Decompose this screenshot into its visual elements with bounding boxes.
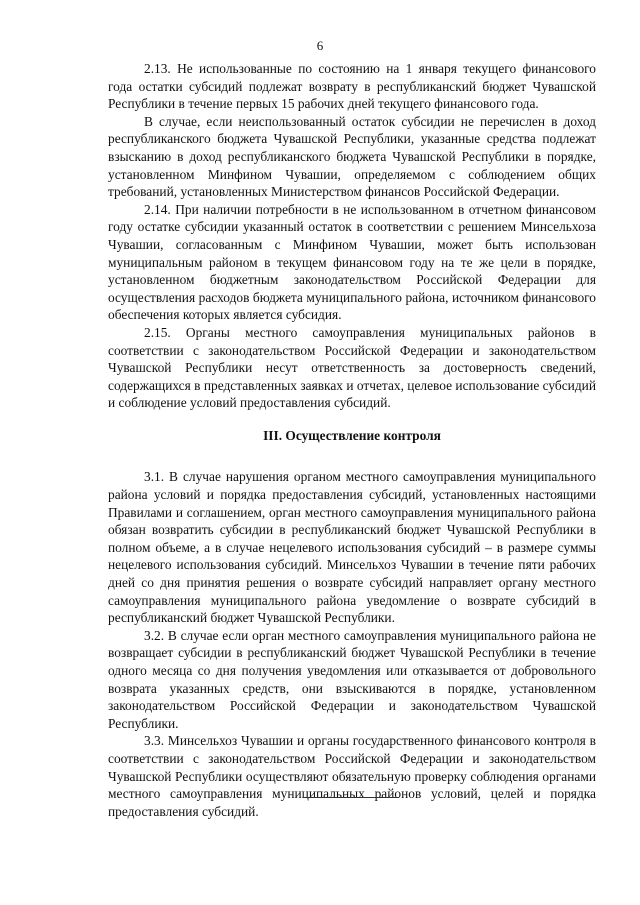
paragraph-2-14: 2.14. При наличии потребности в не использованном в отчетном финансовом году остатке субсидии указанный остаток в соответствии с решением Минсельхоза Чувашии, согласованным с Минфином Чувашии, может быть использован муниципальным районом в текущем финансовом году на те же цели в порядке, установленном бюджетным законодательством Российской Федерации для осуществления расходов бюджета муниципального района, источником финансового обеспечения которых является субсидия. <box>108 201 596 323</box>
page-number: 6 <box>316 38 324 53</box>
paragraph-3-2: 3.2. В случае если орган местного самоуправления муниципального района не возвращает субсидии в республиканский бюджет Чувашской Республики в течение одного месяца со дня получения уведомления или отказывается от добровольного возврата указанных средств, они взыскиваются в порядке, установленном законодательством Российской Федерации и законодательством Чувашской Республики. <box>108 627 596 731</box>
end-of-document-rule <box>303 797 399 798</box>
paragraph-3-3: 3.3. Минсельхоз Чувашии и органы государственного финансового контроля в соответствии с законодательством Российской Федерации и законодательством Чувашской Республики осуществляют обязательную проверку соблюдения органами местного самоуправления муниципальных районов условий, целей и порядка предоставления субсидий. <box>108 733 596 819</box>
paragraph-2-15: 2.15. Органы местного самоуправления муниципальных районов в соответствии с законодательством Российской Федерации и законодательством Чувашской Республики несут ответственность за достоверность сведений, содержащихся в представленных заявках и отчетах, целевое использование субсидий и соблюдение условий предоставления субсидий. <box>108 324 596 411</box>
document-body <box>108 60 596 820</box>
paragraph-2-13: 2.13. Не использованные по состоянию на 1 января текущего финансового года остатки субсидий подлежат возврату в республиканский бюджет Чувашской Республики в течение первых 15 рабочих дней текущего финансового года. <box>108 61 596 112</box>
paragraph-3-1: 3.1. В случае нарушения органом местного самоуправления муниципального района условий и порядка предоставления субсидий, установленных настоящими Правилами и соглашением, орган местного самоуправления муниципального района обязан возвратить субсидии в республиканский бюджет Чувашской Республики в полном объеме, а в случае нецелевого использования субсидий – в размере суммы нецелевого использования субсидий. Минсельхоз Чувашии в течение пяти рабочих дней со дня принятия решения о возврате субсидий направляет органу местного самоуправления муниципального района уведомление о возврате субсидий в республиканский бюджет Чувашской Республики. <box>108 469 596 626</box>
section-heading-control: III. Осуществление контроля <box>263 427 441 443</box>
paragraph-2-13-continuation: В случае, если неиспользованный остаток субсидии не перечислен в доход республиканского бюджета Чувашской Республики, указанные средства подлежат взысканию в доход республиканского бюджета Чувашской Республики в порядке, установленном Минфином Чувашии, определяемом с соблюдением общих требований, установленных Министерством финансов Российской Федерации. <box>108 113 596 200</box>
